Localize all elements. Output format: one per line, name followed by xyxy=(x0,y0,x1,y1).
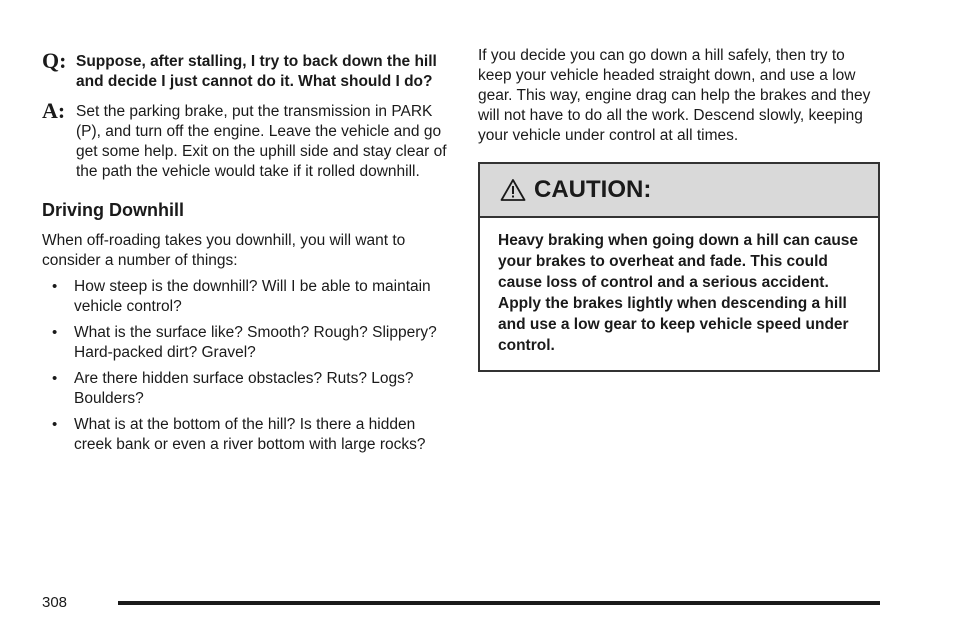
bullet-icon: • xyxy=(52,416,58,433)
caution-text: Heavy braking when going down a hill can cause your brakes to overheat and fade. This could cause loss of control and a serious accident. Apply the brakes lightly when descending a hill and use a low gear to keep vehicle speed under control. xyxy=(498,232,859,354)
answer-mark-label: A: xyxy=(42,98,66,123)
list-item-text: What is at the bottom of the hill? Is there a hidden creek bank or even a river bottom with large rocks? xyxy=(74,416,426,453)
list-item xyxy=(42,369,452,409)
list-item-text: Are there hidden surface obstacles? Ruts? Logs? Boulders? xyxy=(74,370,414,407)
list-item xyxy=(42,415,452,455)
section-heading: Driving Downhill xyxy=(42,200,184,220)
caution-header xyxy=(480,164,878,218)
list-item-text: How steep is the downhill? Will I be able to maintain vehicle control? xyxy=(74,278,431,315)
bullet-list xyxy=(42,277,452,455)
footer-divider xyxy=(118,601,880,605)
answer-block xyxy=(42,98,452,182)
downhill-paragraph: If you decide you can go down a hill safely, then try to keep your vehicle headed straight down, and use a low gear. This way, engine drag can help the brakes and they will not have to do all the work. Descend slowly, keeping your vehicle under control at all times. xyxy=(478,47,871,144)
list-item xyxy=(42,323,452,363)
question-text: Suppose, after stalling, I try to back down the hill and decide I just cannot do it. What should I do? xyxy=(76,53,437,90)
question-block xyxy=(42,48,452,92)
answer-text: Set the parking brake, put the transmission in PARK (P), and turn off the engine. Leave the vehicle and go get some help. Exit on the uphill side and stay clear of the path the vehicle would take if it rolled downhill. xyxy=(76,103,447,180)
bullet-icon: • xyxy=(52,370,58,387)
question-mark-label: Q: xyxy=(42,48,67,73)
left-column xyxy=(42,50,452,461)
bullet-icon: • xyxy=(52,278,58,295)
warning-triangle-icon xyxy=(500,178,526,202)
right-column xyxy=(478,46,880,372)
page-number: 308 xyxy=(42,594,68,611)
list-item xyxy=(42,277,452,317)
section-intro: When off-roading takes you downhill, you will want to consider a number of things: xyxy=(42,232,406,269)
bullet-icon: • xyxy=(52,324,58,341)
list-item-text: What is the surface like? Smooth? Rough? Slippery? Hard-packed dirt? Gravel? xyxy=(74,324,437,361)
caution-box xyxy=(478,162,880,372)
caution-title: CAUTION: xyxy=(534,176,652,203)
